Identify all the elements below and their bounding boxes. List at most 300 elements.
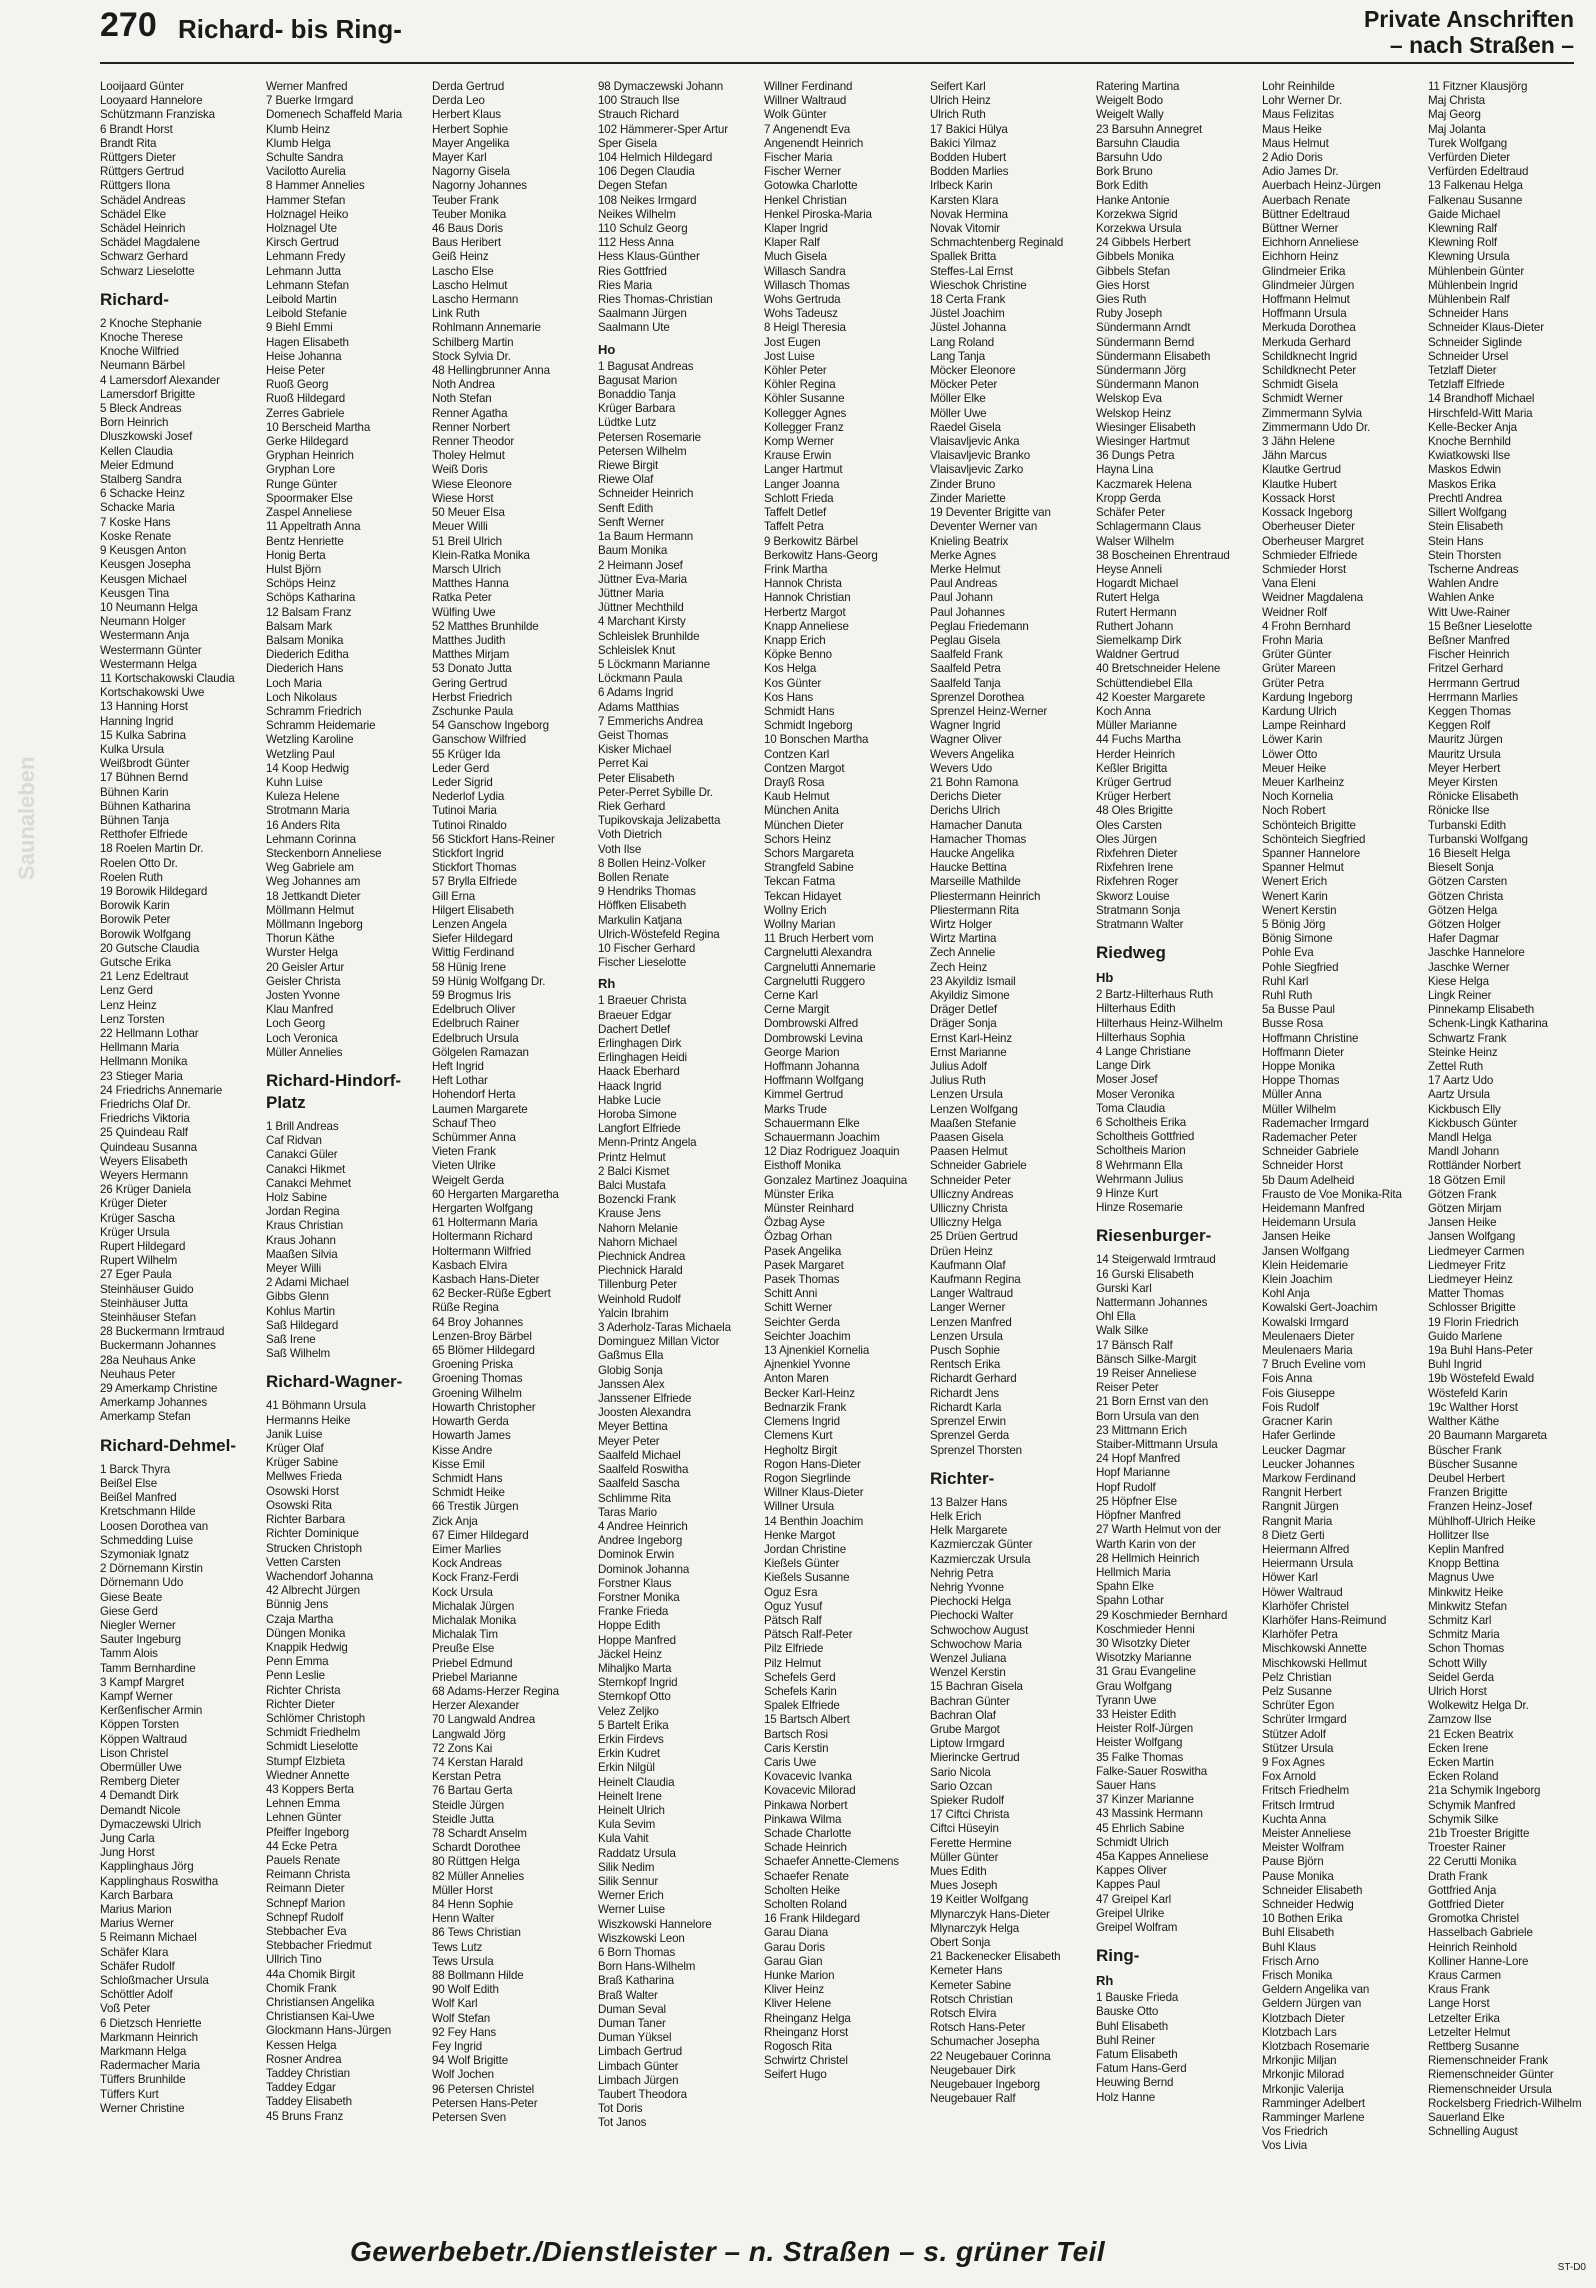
resident-entry: Janssener Elfriede <box>598 1392 692 1406</box>
resident-entry: Mandl Johann <box>1428 1145 1500 1159</box>
resident-entry: 19b Wöstefeld Ewald <box>1428 1372 1535 1386</box>
resident-entry: Hopf Marianne <box>1096 1466 1171 1480</box>
resident-entry: Weinhold Rudolf <box>598 1292 681 1306</box>
resident-entry: Bentz Henriette <box>266 534 344 548</box>
resident-entry: Möcker Eleonore <box>930 364 1016 378</box>
resident-entry: 44 Fuchs Martha <box>1096 733 1181 747</box>
directory-column <box>1096 80 1260 2210</box>
resident-entry: Rheinganz Helga <box>764 2011 851 2025</box>
resident-entry: Kwiatkowski Ilse <box>1428 449 1511 463</box>
resident-entry: 31 Grau Evangeline <box>1096 1665 1196 1679</box>
resident-entry: Kickbusch Günter <box>1428 1116 1518 1130</box>
resident-entry: Dräger Detlef <box>930 1003 997 1017</box>
resident-entry: Osowski Horst <box>266 1484 339 1498</box>
resident-entry: 6 Scholtheis Erika <box>1096 1116 1187 1130</box>
resident-entry: 10 Berscheid Martha <box>266 420 371 434</box>
resident-entry: Mues Joseph <box>930 1879 998 1893</box>
resident-entry: Loch Nikolaus <box>266 690 337 704</box>
street-heading: Richard- <box>100 289 169 309</box>
resident-entry: Lamersdorf Brigitte <box>100 387 196 401</box>
resident-entry: Dominguez Millan Victor <box>598 1335 720 1349</box>
resident-entry: Gryphan Lore <box>266 463 336 477</box>
resident-entry: Howarth Christopher <box>432 1400 536 1414</box>
resident-entry: Bodden Marlies <box>930 165 1009 179</box>
resident-entry: Fey Ingrid <box>432 2040 483 2054</box>
resident-entry: Werner Luise <box>598 1903 665 1917</box>
resident-entry: Busse Rosa <box>1262 1017 1324 1031</box>
resident-entry: Reiser Peter <box>1096 1381 1159 1395</box>
resident-entry: 12 Diaz Rodriguez Joaquin <box>764 1145 900 1159</box>
resident-entry: Kuhn Luise <box>266 775 323 789</box>
resident-entry: Schwochow August <box>930 1623 1029 1637</box>
resident-entry: Runge Günter <box>266 477 338 491</box>
resident-entry: Wenert Kerstin <box>1262 903 1337 917</box>
resident-entry: Lenz Heinz <box>100 998 157 1012</box>
resident-entry: Rogon Siegrlinde <box>764 1471 851 1485</box>
resident-entry: Langer Waltraud <box>930 1287 1014 1301</box>
resident-entry: Caris Uwe <box>764 1755 817 1769</box>
resident-entry: Frink Martha <box>764 562 828 576</box>
resident-entry: Holz Sabine <box>266 1191 327 1205</box>
resident-entry: Wülfing Uwe <box>432 605 496 619</box>
resident-entry: Kasbach Hans-Dieter <box>432 1273 540 1287</box>
resident-entry: Schitt Anni <box>764 1287 818 1301</box>
resident-entry: 42 Albrecht Jürgen <box>266 1584 360 1598</box>
resident-entry: 44 Ecke Petra <box>266 1839 337 1853</box>
resident-entry: Nehrig Yvonne <box>930 1580 1004 1594</box>
resident-entry: Pliestermann Rita <box>930 903 1019 917</box>
resident-entry: Hamacher Danuta <box>930 818 1022 832</box>
resident-entry: Penn Leslie <box>266 1669 325 1683</box>
resident-entry: Kossack Horst <box>1262 491 1335 505</box>
resident-entry: Strucken Christoph <box>266 1541 362 1555</box>
resident-entry: Sprenzel Dorothea <box>930 690 1025 704</box>
resident-entry: Leucker Dagmar <box>1262 1443 1346 1457</box>
resident-entry: 50 Meuer Elsa <box>432 506 505 520</box>
resident-entry: Götzen Christa <box>1428 889 1504 903</box>
resident-entry: Sündermann Bernd <box>1096 335 1195 349</box>
resident-entry: Schneider Elisabeth <box>1262 1883 1363 1897</box>
resident-entry: Mauritz Ursula <box>1428 747 1501 761</box>
resident-entry: 5 Bönig Jörg <box>1262 917 1326 931</box>
resident-entry: Ruoß Hildegard <box>266 392 346 406</box>
resident-entry: 66 Trestik Jürgen <box>432 1500 519 1514</box>
resident-entry: Wiese Horst <box>432 491 494 505</box>
resident-entry: Schitt Werner <box>764 1301 833 1315</box>
resident-entry: 6 Adams Ingrid <box>598 686 674 700</box>
directory-columns <box>100 80 1590 2210</box>
resident-entry: Kaub Helmut <box>764 790 830 804</box>
resident-entry: Hoppe Monika <box>1262 1060 1335 1074</box>
resident-entry: Peter Elisabeth <box>598 771 675 785</box>
resident-entry: Vetten Carsten <box>266 1555 341 1569</box>
resident-entry: Roelen Otto Dr. <box>100 856 178 870</box>
resident-entry: Voth Ilse <box>598 842 642 856</box>
resident-entry: Buhl Ingrid <box>1428 1358 1482 1372</box>
resident-entry: Schnepf Rudolf <box>266 1910 344 1924</box>
resident-entry: Frausto de Voe Monika-Rita <box>1262 1187 1402 1201</box>
resident-entry: Wolkewitz Helga Dr. <box>1428 1699 1529 1713</box>
resident-entry: 20 Geisler Artur <box>266 960 345 974</box>
resident-entry: Kazmierczak Günter <box>930 1538 1033 1552</box>
resident-entry: Schädel Elke <box>100 207 166 221</box>
resident-entry: Friedrichs Viktoria <box>100 1112 190 1126</box>
resident-entry: Frisch Monika <box>1262 1969 1333 1983</box>
resident-entry: Schmitz Maria <box>1428 1628 1500 1642</box>
resident-entry: Götzen Carsten <box>1428 875 1508 889</box>
resident-entry: Weidner Magdalena <box>1262 591 1364 605</box>
resident-entry: Hilterhaus Edith <box>1096 1002 1176 1016</box>
resident-entry: Schneider Peter <box>930 1173 1011 1187</box>
resident-entry: Hoffmann Christine <box>1262 1031 1359 1045</box>
resident-entry: Rüttgers Ilona <box>100 179 171 193</box>
resident-entry: Münster Reinhard <box>764 1202 854 1216</box>
resident-entry: Zech Heinz <box>930 960 988 974</box>
resident-entry: Greipel Wolfram <box>1096 1920 1178 1934</box>
resident-entry: Fischer Lieselotte <box>598 956 687 970</box>
resident-entry: 11 Bruch Herbert vom <box>764 932 874 946</box>
resident-entry: Taddey Edgar <box>266 2081 336 2095</box>
resident-entry: Chomik Frank <box>266 1981 337 1995</box>
resident-entry: Link Ruth <box>432 307 480 321</box>
resident-entry: Krüger Herbert <box>1096 790 1171 804</box>
resident-entry: Turek Wolfgang <box>1428 136 1508 150</box>
resident-entry: Schmieder Elfriede <box>1262 548 1358 562</box>
resident-entry: Ulrich Ruth <box>930 108 986 122</box>
resident-entry: Nehrig Petra <box>930 1566 994 1580</box>
resident-entry: Rangnit Jürgen <box>1262 1500 1339 1514</box>
resident-entry: Lehmann Stefan <box>266 278 349 292</box>
resident-entry: Zinder Mariette <box>930 491 1006 505</box>
resident-entry: Degen Stefan <box>598 179 668 193</box>
resident-entry: Herbert Klaus <box>432 108 501 122</box>
resident-entry: Lehmann Fredy <box>266 250 346 264</box>
resident-entry: Borowik Wolfgang <box>100 927 191 941</box>
resident-entry: Pelz Christian <box>1262 1670 1332 1684</box>
resident-entry: Bork Bruno <box>1096 165 1153 179</box>
resident-entry: Stebbacher Friedmut <box>266 1939 372 1953</box>
resident-entry: 2 Adio Doris <box>1262 151 1323 165</box>
resident-entry: Schramm Friedrich <box>266 704 362 718</box>
resident-entry: Raddatz Ursula <box>598 1846 676 1860</box>
resident-entry: Keusgen Tina <box>100 586 170 600</box>
resident-entry: Henke Margot <box>764 1528 836 1542</box>
resident-entry: Amerkamp Johannes <box>100 1396 208 1410</box>
resident-entry: Spieker Rudolf <box>930 1793 1004 1807</box>
resident-entry: Kuchta Anna <box>1262 1812 1327 1826</box>
resident-entry: 9 Hinze Kurt <box>1096 1187 1158 1201</box>
resident-entry: Münster Erika <box>764 1187 834 1201</box>
resident-entry: Schöps Heinz <box>266 577 336 591</box>
resident-entry: 54 Ganschow Ingeborg <box>432 719 549 733</box>
resident-entry: 15 Kulka Sabrina <box>100 728 186 742</box>
resident-entry: Westermann Helga <box>100 657 197 671</box>
resident-entry: Globig Sonja <box>598 1363 663 1377</box>
resident-entry: Steffes-Lal Ernst <box>930 264 1013 278</box>
resident-entry: Heinrich Reinhold <box>1428 1940 1517 1954</box>
resident-entry: Vacilotto Aurelia <box>266 165 346 179</box>
resident-entry: Bänsch Silke-Margit <box>1096 1352 1197 1366</box>
resident-entry: Kraus Carmen <box>1428 1969 1501 1983</box>
resident-entry: Cerne Karl <box>764 989 818 1002</box>
resident-entry: 62 Becker-Rüße Egbert <box>432 1287 551 1301</box>
resident-entry: Klarhöfer Hans-Reimund <box>1262 1613 1387 1627</box>
resident-entry: Howarth James <box>432 1429 511 1443</box>
resident-entry: Schlimme Rita <box>598 1491 671 1505</box>
resident-entry: Loch Maria <box>266 676 322 690</box>
resident-entry: Ulrich Heinz <box>930 94 991 108</box>
resident-entry: Petersen Wilhelm <box>598 444 687 458</box>
resident-entry: Bachran Olaf <box>930 1708 996 1722</box>
resident-entry: Steinhäuser Jutta <box>100 1296 188 1310</box>
resident-entry: Lehmann Jutta <box>266 264 341 278</box>
resident-entry: Wolf Stefan <box>432 2011 491 2025</box>
resident-entry: Born Heinrich <box>100 416 169 430</box>
resident-entry: Vlaisavljevic Anka <box>930 435 1020 449</box>
resident-entry: 5a Busse Paul <box>1262 1003 1335 1017</box>
resident-entry: Noch Robert <box>1262 804 1326 818</box>
resident-entry: Paasen Gisela <box>930 1131 1004 1145</box>
resident-entry: Steinhäuser Stefan <box>100 1311 196 1325</box>
resident-entry: Klewning Ralf <box>1428 222 1497 236</box>
resident-entry: 2 Knoche Stephanie <box>100 316 202 330</box>
resident-entry: Sprenzel Gerda <box>930 1429 1010 1443</box>
page-range-title: Richard- bis Ring- <box>178 14 402 44</box>
resident-entry: Toma Claudia <box>1096 1101 1166 1115</box>
resident-entry: Gies Ruth <box>1096 293 1147 307</box>
resident-entry: 7 Bruch Eveline vom <box>1262 1358 1366 1372</box>
resident-entry: Stein Elisabeth <box>1428 520 1504 534</box>
resident-entry: Erkin Kudret <box>598 1747 660 1761</box>
resident-entry: 16 Gurski Elisabeth <box>1096 1267 1194 1281</box>
resident-entry: Quindeau Susanna <box>100 1140 197 1154</box>
resident-entry: Duman Seval <box>598 2002 666 2016</box>
resident-entry: 4 Lange Christiane <box>1096 1045 1191 1058</box>
resident-entry: Taddey Christian <box>266 2067 350 2081</box>
resident-entry: 3 Aderholz-Taras Michaela <box>598 1321 731 1335</box>
resident-entry: Wevers Udo <box>930 761 993 775</box>
resident-entry: Kliver Heinz <box>764 1983 825 1997</box>
resident-entry: Özbag Orhan <box>764 1230 832 1244</box>
resident-entry: Sündermann Manon <box>1096 378 1199 392</box>
resident-entry: Borowik Karin <box>100 899 170 913</box>
resident-entry: Siefer Hildegard <box>432 932 513 946</box>
resident-entry: Silik Sennur <box>598 1874 659 1888</box>
resident-entry: Kampf Werner <box>100 1689 173 1703</box>
resident-entry: Wolk Günter <box>764 108 827 122</box>
resident-entry: Richardt Gerhard <box>930 1372 1017 1386</box>
resident-entry: Ganschow Wilfried <box>432 733 527 747</box>
resident-entry: Kapplinghaus Roswitha <box>100 1874 219 1888</box>
resident-entry: Voth Dietrich <box>598 828 662 842</box>
resident-entry: Neuhaus Peter <box>100 1367 176 1381</box>
resident-entry: 35 Falke Thomas <box>1096 1750 1184 1764</box>
resident-entry: Mauritz Jürgen <box>1428 733 1503 747</box>
resident-entry: Weigelt Bodo <box>1096 94 1163 108</box>
resident-entry: Willner Ferdinand <box>764 80 853 93</box>
resident-entry: Fritzel Gerhard <box>1428 662 1504 676</box>
resident-entry: Klaper Ralf <box>764 236 820 250</box>
resident-entry: Kolliner Hanne-Lore <box>1428 1954 1529 1968</box>
resident-entry: Kowalski Gert-Joachim <box>1262 1301 1378 1315</box>
resident-entry: Haack Ingrid <box>598 1079 662 1093</box>
resident-entry: Götzen Helga <box>1428 903 1498 917</box>
resident-entry: Dominok Erwin <box>598 1548 675 1562</box>
resident-entry: 112 Hess Anna <box>598 236 674 250</box>
resident-entry: Staiber-Mittmann Ursula <box>1096 1438 1218 1452</box>
resident-entry: Koske Renate <box>100 529 172 543</box>
resident-entry: Gottfried Dieter <box>1428 1898 1505 1911</box>
resident-entry: 106 Degen Claudia <box>598 165 695 179</box>
resident-entry: 104 Helmich Hildegard <box>598 151 713 165</box>
resident-entry: Merke Agnes <box>930 548 997 562</box>
resident-entry: Reimann Christa <box>266 1868 351 1882</box>
resident-entry: Cerne Margit <box>764 1003 830 1017</box>
street-heading: Richard-Hindorf-Platz <box>266 1071 402 1113</box>
resident-entry: Kaufmann Regina <box>930 1273 1021 1287</box>
resident-entry: 8 Hammer Annelies <box>266 179 365 193</box>
resident-entry: Klewning Rolf <box>1428 236 1497 250</box>
resident-entry: Kappes Paul <box>1096 1878 1161 1892</box>
resident-entry: 3 Kampf Margret <box>100 1675 185 1689</box>
resident-entry: Derichs Ulrich <box>930 804 1001 818</box>
resident-entry: 20 Baumann Margareta <box>1428 1429 1547 1443</box>
resident-entry: Balsam Monika <box>266 633 344 647</box>
resident-entry: Limbach Jürgen <box>598 2073 679 2087</box>
resident-entry: Hellmich Maria <box>1096 1565 1171 1579</box>
resident-entry: Renner Norbert <box>432 420 510 434</box>
resident-entry: Rönicke Ilse <box>1428 804 1490 818</box>
resident-entry: Wenert Karin <box>1262 889 1328 903</box>
resident-entry: Mrkonjic Milorad <box>1262 2068 1344 2082</box>
resident-entry: Saß Hildegard <box>266 1318 339 1332</box>
resident-entry: 9 Fox Agnes <box>1262 1755 1325 1769</box>
resident-entry: Penn Emma <box>266 1655 329 1669</box>
resident-entry: Piechocki Helga <box>930 1595 1011 1609</box>
resident-entry: Gottfried Anja <box>1428 1883 1497 1897</box>
resident-entry: Schacke Maria <box>100 501 175 515</box>
resident-entry: 2 Dörnemann Kirstin <box>100 1562 203 1576</box>
resident-entry: Helk Erich <box>930 1509 982 1523</box>
resident-entry: Schildknecht Ingrid <box>1262 349 1358 363</box>
resident-entry: Stock Sylvia Dr. <box>432 349 511 363</box>
resident-entry: Renner Agatha <box>432 406 508 420</box>
resident-entry: Kießels Susanne <box>764 1571 850 1585</box>
resident-entry: Kiese Helga <box>1428 974 1489 988</box>
resident-entry: Steinhäuser Guido <box>100 1282 194 1296</box>
resident-entry: 44a Chomik Birgit <box>266 1967 355 1981</box>
resident-entry: Knieling Beatrix <box>930 534 1009 548</box>
resident-entry: Klarhöfer Petra <box>1262 1628 1338 1642</box>
resident-entry: 38 Boscheinen Ehrentraud <box>1096 548 1230 562</box>
footer-code: ST-D0 <box>1557 2262 1586 2273</box>
resident-entry: Hollitzer Ilse <box>1428 1528 1490 1542</box>
resident-entry: 26 Krüger Daniela <box>100 1183 191 1197</box>
resident-entry: Kollegger Agnes <box>764 406 847 420</box>
resident-entry: Rockelsberg Friedrich-Wilhelm <box>1428 2096 1582 2110</box>
resident-entry: Lang Tanja <box>930 349 986 363</box>
resident-entry: Geisler Christa <box>266 974 341 988</box>
resident-entry: Sauerland Elke <box>1428 2111 1505 2125</box>
resident-entry: 19 Reiser Anneliese <box>1096 1367 1197 1381</box>
resident-entry: Buhl Reiner <box>1096 2033 1155 2047</box>
resident-entry: 18 Jettkandt Dieter <box>266 889 361 903</box>
resident-entry: Oberheuser Dieter <box>1262 520 1355 534</box>
resident-entry: Franzen Brigitte <box>1428 1486 1508 1500</box>
resident-entry: 10 Fischer Gerhard <box>598 941 696 955</box>
resident-entry: Garau Doris <box>764 1940 825 1954</box>
resident-entry: Schmidt Heike <box>432 1486 505 1500</box>
resident-entry: Czaja Martha <box>266 1612 334 1626</box>
resident-entry: Schädel Andreas <box>100 193 186 207</box>
resident-entry: Klumb Heinz <box>266 122 331 136</box>
resident-entry: 6 Born Thomas <box>598 1946 676 1959</box>
resident-entry: Rüße Regina <box>432 1301 499 1315</box>
resident-entry: Schaefer Annette-Clemens <box>764 1855 899 1869</box>
resident-entry: Holtermann Wilfried <box>432 1244 531 1258</box>
resident-entry: Heinelt Claudia <box>598 1775 675 1789</box>
resident-entry: 45a Kappes Anneliese <box>1096 1849 1209 1863</box>
resident-entry: Willasch Thomas <box>764 278 850 292</box>
resident-entry: Kock Andreas <box>432 1557 502 1571</box>
resident-entry: Taddey Elisabeth <box>266 2095 352 2109</box>
resident-entry: Welskop Heinz <box>1096 406 1172 420</box>
resident-entry: Riek Gerhard <box>598 799 666 813</box>
resident-entry: Schümmer Anna <box>432 1131 516 1145</box>
resident-entry: Howarth Gerda <box>432 1415 509 1429</box>
resident-entry: Steidle Jutta <box>432 1812 494 1826</box>
resident-entry: Kaczmarek Helena <box>1096 477 1192 491</box>
resident-entry: Müller Annelies <box>266 1045 343 1059</box>
resident-entry: Kasbach Elvira <box>432 1258 508 1272</box>
resident-entry: Werner Erich <box>598 1889 664 1903</box>
resident-entry: Stickfort Thomas <box>432 861 517 875</box>
resident-entry: Canakci Mehmet <box>266 1176 351 1190</box>
resident-entry: 23 Mittmann Erich <box>1096 1423 1187 1437</box>
resident-entry: 5 Löckmann Marianne <box>598 657 710 671</box>
resident-entry: Janssen Alex <box>598 1377 665 1391</box>
resident-entry: Hoffmann Helmut <box>1262 293 1350 307</box>
district-label: Rh <box>1096 1973 1114 1989</box>
resident-entry: Willasch Sandra <box>764 264 846 278</box>
resident-entry: Klaper Ingrid <box>764 222 828 236</box>
resident-entry: Osowski Rita <box>266 1498 332 1512</box>
resident-entry: Sündermann Jörg <box>1096 364 1186 378</box>
district-label: Hb <box>1096 970 1114 986</box>
resident-entry: Lehnen Emma <box>266 1797 340 1811</box>
resident-entry: Ratering Martina <box>1096 80 1180 93</box>
resident-entry: Sauter Ingeburg <box>100 1633 181 1647</box>
resident-entry: Erkin Firdevs <box>598 1732 664 1746</box>
resident-entry: Strangfeld Sabine <box>764 861 854 875</box>
resident-entry: Liedmeyer Carmen <box>1428 1244 1525 1258</box>
resident-entry: Rupert Hildegard <box>100 1240 186 1254</box>
resident-entry: Leibold Stefanie <box>266 307 347 321</box>
resident-entry: Schneider Klaus-Dieter <box>1428 321 1544 335</box>
resident-entry: Mühlhoff-Ulrich Heike <box>1428 1514 1536 1528</box>
resident-entry: Hilgert Elisabeth <box>432 903 514 917</box>
resident-entry: Köppen Torsten <box>100 1718 179 1732</box>
street-heading: Ring- <box>1096 1946 1140 1966</box>
resident-entry: 22 Cerutti Monika <box>1428 1855 1517 1869</box>
resident-entry: Krause Erwin <box>764 449 832 463</box>
resident-entry: Lenzen Manfred <box>930 1315 1012 1329</box>
resident-entry: Schon Thomas <box>1428 1642 1504 1656</box>
resident-entry: Höpfner Manfred <box>1096 1509 1181 1523</box>
resident-entry: Lüdtke Lutz <box>598 416 657 430</box>
resident-entry: Gurski Karl <box>1096 1281 1152 1295</box>
resident-entry: Wiesinger Hartmut <box>1096 435 1190 449</box>
